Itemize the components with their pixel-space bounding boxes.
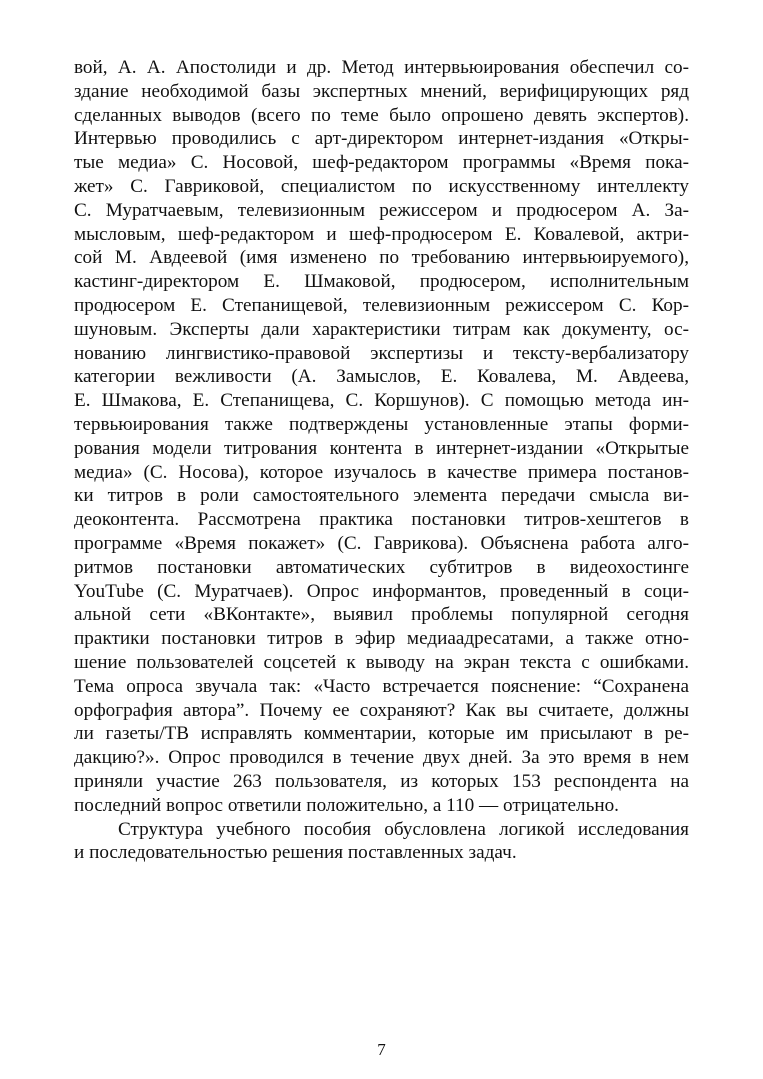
text-line: орфография автора”. Почему ее сохраняют? Как вы считаете, должны [74,699,689,721]
text-line: деоконтента. Рассмотрена практика постановки титров-хештегов в [74,509,689,531]
text-line: продюсером Е. Степанищевой, телевизионным режиссером С. Кор- [74,294,689,316]
paragraph-2 [74,818,689,866]
text-line: практики постановки титров в эфир медиаадресатами, а также отно- [74,628,689,650]
text-line: категории вежливости (А. Замыслов, Е. Ковалева, М. Авдеева, [74,366,689,388]
text-line: Тема опроса звучала так: «Часто встречается пояснение: “Сохранена [74,675,689,697]
text-line: дакцию?». Опрос проводился в течение двух дней. За это время в нем [74,747,689,769]
text-line: шение пользователей соцсетей к выводу на экран текста с ошибками. [74,651,689,673]
text-line: тые медиа» С. Носовой, шеф-редактором программы «Время пока- [74,152,689,174]
text-line: альной сети «ВКонтакте», выявил проблемы популярной сегодня [74,604,689,626]
text-line: вой, А. А. Апостолиди и др. Метод интервьюирования обеспечил со- [74,57,689,78]
text-line: С. Муратчаевым, телевизионным режиссером и продюсером А. За- [74,199,689,221]
text-line: тервьюирования также подтверждены установленные этапы форми- [74,413,689,435]
text-line: ки титров в роли самостоятельного элемента передачи смысла ви- [74,485,689,507]
text-line: здание необходимой базы экспертных мнений, верифицирующих ряд [74,80,689,102]
text-line: рования модели титрования контента в интернет-издании «Открытые [74,437,689,459]
text-line: жет» С. Гавриковой, специалистом по искусственному интеллекту [74,175,689,197]
text-line: YouTube (С. Муратчаев). Опрос информантов, проведенный в соци- [74,580,689,602]
text-line: ли газеты/ТВ исправлять комментарии, которые им присылают в ре- [74,723,689,745]
text-line: программе «Время покажет» (С. Гаврикова). Объяснена работа алго- [74,532,689,554]
text-line: нованию лингвистико-правовой экспертизы и тексту-вербализатору [74,342,689,364]
text-line: и последовательностью решения поставленных задач. [74,842,517,864]
text-line: кастинг-директором Е. Шмаковой, продюсером, исполнительным [74,271,689,293]
text-line: Интервью проводились с арт-директором интернет-издания «Откры- [74,128,689,150]
text-line: сделанных выводов (всего по теме было опрошено девять экспертов). [74,104,689,126]
text-line: последний вопрос ответили положительно, а 110 — отрицательно. [74,794,619,816]
page-number: 7 [377,1040,386,1059]
text-line: шуновым. Эксперты дали характеристики титрам как документу, ос- [74,318,689,340]
body-text [74,56,689,865]
text-line: сой М. Авдеевой (имя изменено по требованию интервьюируемого), [74,247,689,269]
text-line: медиа» (С. Носова), которое изучалось в качестве примера постанов- [74,461,689,483]
text-line: Структура учебного пособия обусловлена логикой исследования [118,818,689,840]
text-line: Е. Шмакова, Е. Степанищева, С. Коршунов). С помощью метода ин- [74,390,689,412]
text-line: приняли участие 263 пользователя, из которых 153 респондента на [74,770,689,792]
paragraph-1 [74,56,689,818]
text-line: мысловым, шеф-редактором и шеф-продюсером Е. Ковалевой, актри- [74,223,689,245]
text-line: ритмов постановки автоматических субтитров в видеохостинге [74,556,689,578]
